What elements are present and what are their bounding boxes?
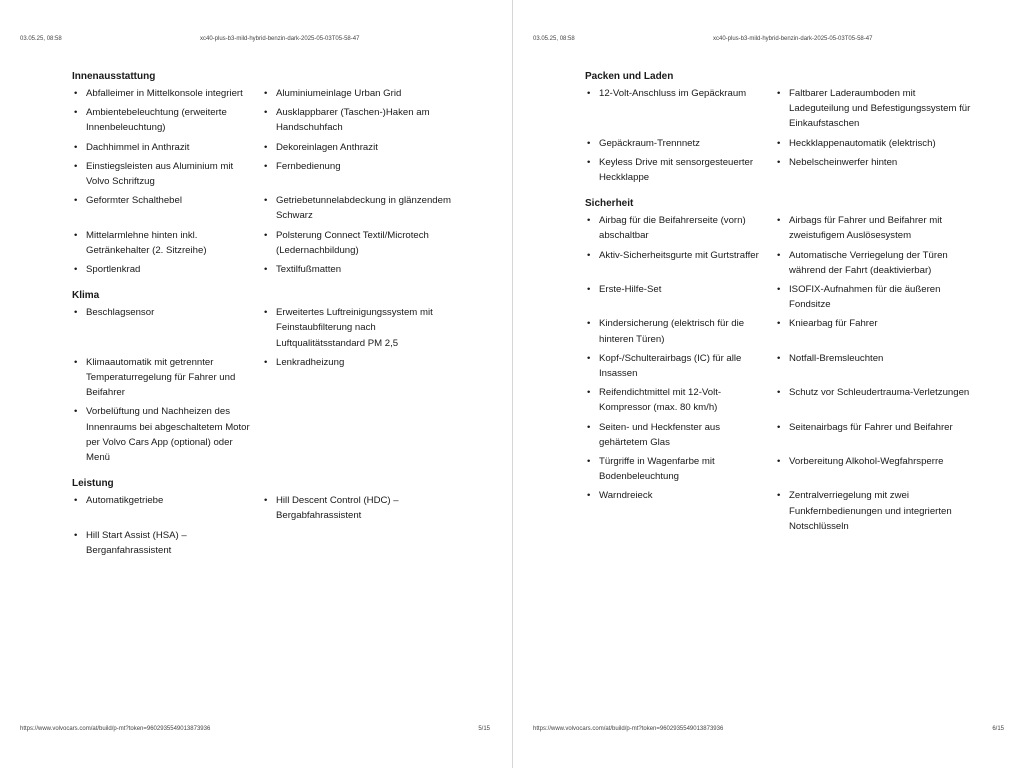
bullet-icon: •: [587, 88, 591, 99]
bullet-icon: •: [777, 88, 781, 99]
bullet-icon: •: [777, 318, 781, 330]
bullet-icon: •: [74, 307, 78, 319]
feature-list: [72, 493, 472, 558]
list-item: [585, 86, 767, 132]
footer-url[interactable]: https://www.volvocars.com/at/build/p-mt?token=9602935549013873936: [20, 726, 211, 732]
bullet-icon: •: [587, 318, 591, 330]
page-content: [585, 70, 985, 546]
list-item-text: Hill Descent Control (HDC) – Bergabfahrassistent: [276, 495, 399, 522]
list-item: [585, 385, 767, 415]
bullet-icon: •: [264, 356, 268, 368]
section-title: Klima: [72, 290, 100, 302]
list-item: [262, 105, 462, 135]
bullet-icon: •: [74, 107, 78, 119]
bullet-icon: •: [587, 456, 591, 468]
list-item-text: Notfall-Bremsleuchten: [789, 352, 884, 364]
section-klima: [72, 289, 472, 465]
list-item: [262, 193, 462, 223]
bullet-icon: •: [587, 137, 591, 149]
bullet-icon: •: [587, 352, 591, 364]
list-item: [72, 193, 254, 223]
list-item-text: Erweitertes Luftreinigungssystem mit Feinstaubfilterung nach Luftqualitätsstandard PM 2,5: [276, 307, 433, 349]
list-item: [775, 454, 975, 484]
feature-list: [72, 86, 472, 277]
list-item: [262, 493, 462, 523]
header-date: 03.05.25, 08:58: [20, 36, 62, 42]
bullet-icon: •: [74, 529, 78, 541]
bullet-icon: •: [264, 307, 268, 319]
header-title: xc40-plus-b3-mild-hybrid-benzin-dark-2025-05-03T05-58-47: [200, 36, 360, 42]
list-item: [72, 228, 254, 258]
list-item-text: Abfalleimer in Mittelkonsole integriert: [86, 88, 243, 99]
bullet-icon: •: [74, 141, 78, 153]
bullet-icon: •: [74, 406, 78, 418]
list-item-text: Heckklappenautomatik (elektrisch): [789, 137, 936, 149]
bullet-icon: •: [777, 215, 781, 227]
list-item-text: Kniearbag für Fahrer: [789, 318, 878, 330]
list-item-text: Klimaautomatik mit getrennter Temperaturregelung für Fahrer und Beifahrer: [86, 356, 236, 399]
page-6: [512, 0, 1024, 768]
list-item: [72, 105, 254, 135]
bullet-icon: •: [587, 156, 591, 168]
empty-cell: [262, 404, 462, 465]
list-item-text: Lenkradheizung: [276, 356, 345, 368]
list-item: [72, 355, 254, 401]
bullet-icon: •: [777, 490, 781, 502]
footer-url[interactable]: https://www.volvocars.com/at/build/p-mt?token=9602935549013873936: [533, 726, 724, 732]
bullet-icon: •: [74, 356, 78, 368]
list-item-text: Fernbedienung: [276, 160, 341, 172]
list-item-text: 12-Volt-Anschluss im Gepäckraum: [599, 88, 747, 99]
list-item: [775, 248, 975, 278]
feature-list: [585, 213, 985, 534]
list-item-text: Airbag für die Beifahrerseite (vorn) abschaltbar: [599, 215, 746, 242]
list-item-text: Sportlenkrad: [86, 264, 141, 276]
bullet-icon: •: [587, 284, 591, 296]
list-item-text: Getriebetunnelabdeckung in glänzendem Schwarz: [276, 195, 451, 222]
list-item-text: Automatische Verriegelung der Türen während der Fahrt (deaktivierbar): [789, 249, 948, 276]
list-item: [72, 140, 254, 155]
section-title: Leistung: [72, 478, 114, 490]
bullet-icon: •: [74, 495, 78, 507]
list-item: [262, 305, 462, 351]
list-item: [585, 420, 767, 450]
list-item: [775, 155, 975, 185]
section-packen-und-laden: [585, 70, 985, 185]
list-item: [72, 86, 254, 101]
section-title: Packen und Laden: [585, 71, 674, 82]
bullet-icon: •: [777, 137, 781, 149]
list-item: [775, 420, 975, 450]
list-item-text: Seitenairbags für Fahrer und Beifahrer: [789, 421, 953, 433]
list-item-text: Dekoreinlagen Anthrazit: [276, 141, 378, 153]
bullet-icon: •: [587, 421, 591, 433]
list-item-text: Gepäckraum-Trennnetz: [599, 137, 700, 149]
list-item-text: Türgriffe in Wagenfarbe mit Bodenbeleuchtung: [599, 456, 715, 483]
list-item-text: Ausklappbarer (Taschen-)Haken am Handschuhfach: [276, 107, 430, 134]
list-item: [775, 213, 975, 243]
header-date: 03.05.25, 08:58: [533, 36, 575, 42]
bullet-icon: •: [74, 195, 78, 207]
bullet-icon: •: [264, 195, 268, 207]
list-item-text: Airbags für Fahrer und Beifahrer mit zweistufigem Auslösesystem: [789, 215, 943, 242]
list-item-text: Kopf-/Schulterairbags (IC) für alle Insassen: [599, 352, 742, 380]
empty-cell: [262, 528, 462, 558]
bullet-icon: •: [264, 229, 268, 241]
list-item: [72, 404, 254, 465]
page-number: 6/15: [992, 726, 1004, 732]
bullet-icon: •: [777, 352, 781, 364]
page-number: 5/15: [478, 726, 490, 732]
list-item-text: Seiten- und Heckfenster aus gehärtetem Glas: [599, 421, 721, 448]
list-item-text: Aluminiumeinlage Urban Grid: [276, 88, 402, 99]
list-item: [585, 213, 767, 243]
list-item-text: Reifendichtmittel mit 12-Volt-Kompressor (max. 80 km/h): [599, 387, 722, 414]
list-item-text: Einstiegsleisten aus Aluminium mit Volvo Schriftzug: [86, 160, 234, 188]
section-title: Innenausstattung: [72, 71, 156, 82]
bullet-icon: •: [74, 88, 78, 99]
list-item-text: Erste-Hilfe-Set: [599, 284, 662, 296]
list-item: [72, 528, 254, 558]
list-item: [262, 228, 462, 258]
bullet-icon: •: [587, 387, 591, 399]
bullet-icon: •: [264, 141, 268, 153]
list-item-text: Vorbelüftung und Nachheizen des Innenraums bei abgeschaltetem Motor per Volvo Cars App (optional) oder Menü: [86, 406, 250, 464]
bullet-icon: •: [777, 456, 781, 468]
list-item-text: Polsterung Connect Textil/Microtech (Ledernachbildung): [276, 229, 429, 256]
header-title: xc40-plus-b3-mild-hybrid-benzin-dark-2025-05-03T05-58-47: [713, 36, 873, 42]
list-item-text: Ambientebeleuchtung (erweiterte Innenbeleuchtung): [86, 107, 227, 134]
list-item: [72, 493, 254, 523]
list-item-text: Beschlagsensor: [86, 307, 155, 319]
list-item: [585, 454, 767, 484]
list-item-text: Automatikgetriebe: [86, 495, 164, 507]
list-item: [585, 282, 767, 312]
list-item-text: Dachhimmel in Anthrazit: [86, 141, 190, 153]
section-innenausstattung: [72, 70, 472, 277]
section-leistung: [72, 477, 472, 558]
list-item-text: Faltbarer Laderaumboden mit Ladeguteilung und Befestigungssystem für Einkaufstaschen: [789, 88, 971, 130]
list-item-text: Geformter Schalthebel: [86, 195, 182, 207]
list-item: [585, 248, 767, 278]
bullet-icon: •: [587, 249, 591, 261]
list-item: [262, 86, 462, 101]
list-item: [262, 355, 462, 401]
list-item: [775, 282, 975, 312]
bullet-icon: •: [777, 249, 781, 261]
bullet-icon: •: [264, 495, 268, 507]
bullet-icon: •: [74, 264, 78, 276]
bullet-icon: •: [264, 160, 268, 172]
bullet-icon: •: [777, 387, 781, 399]
bullet-icon: •: [264, 264, 268, 276]
bullet-icon: •: [74, 160, 78, 172]
list-item-text: Aktiv-Sicherheitsgurte mit Gurtstraffer: [599, 249, 759, 261]
feature-list: [72, 305, 472, 465]
list-item-text: Schutz vor Schleudertrauma-Verletzungen: [789, 387, 970, 399]
list-item-text: Keyless Drive mit sensorgesteuerter Heckklappe: [599, 156, 754, 184]
page-content: [72, 70, 472, 570]
list-item: [585, 351, 767, 381]
list-item: [585, 155, 767, 185]
feature-list: [585, 86, 985, 185]
list-item-text: Hill Start Assist (HSA) – Berganfahrassistent: [86, 529, 187, 556]
list-item: [72, 305, 254, 351]
list-item: [775, 351, 975, 381]
list-item: [775, 86, 975, 132]
list-item-text: Warndreieck: [599, 490, 653, 502]
list-item-text: Textilfußmatten: [276, 264, 342, 276]
list-item: [72, 159, 254, 189]
bullet-icon: •: [587, 215, 591, 227]
list-item-text: Kindersicherung (elektrisch für die hinteren Türen): [599, 318, 745, 345]
list-item-text: Mittelarmlehne hinten inkl. Getränkehalter (2. Sitzreihe): [86, 229, 207, 256]
bullet-icon: •: [777, 284, 781, 296]
list-item-text: Nebelscheinwerfer hinten: [789, 156, 898, 168]
section-title: Sicherheit: [585, 198, 634, 210]
list-item: [775, 316, 975, 346]
list-item-text: ISOFIX-Aufnahmen für die äußeren Fondsitze: [789, 284, 941, 311]
bullet-icon: •: [777, 156, 781, 168]
bullet-icon: •: [587, 490, 591, 502]
list-item-text: Vorbereitung Alkohol-Wegfahrsperre: [789, 456, 944, 468]
bullet-icon: •: [264, 107, 268, 119]
list-item: [775, 385, 975, 415]
list-item-text: Zentralverriegelung mit zwei Funkfernbedienungen und integrierten Notschlüsseln: [789, 490, 952, 532]
list-item: [262, 262, 462, 277]
list-item: [585, 316, 767, 346]
list-item: [775, 488, 975, 534]
list-item: [262, 159, 462, 189]
list-item: [585, 488, 767, 534]
list-item: [585, 136, 767, 151]
list-item: [72, 262, 254, 277]
bullet-icon: •: [74, 229, 78, 241]
list-item: [775, 136, 975, 151]
list-item: [262, 140, 462, 155]
bullet-icon: •: [777, 421, 781, 433]
section-sicherheit: [585, 197, 985, 534]
bullet-icon: •: [264, 88, 268, 99]
